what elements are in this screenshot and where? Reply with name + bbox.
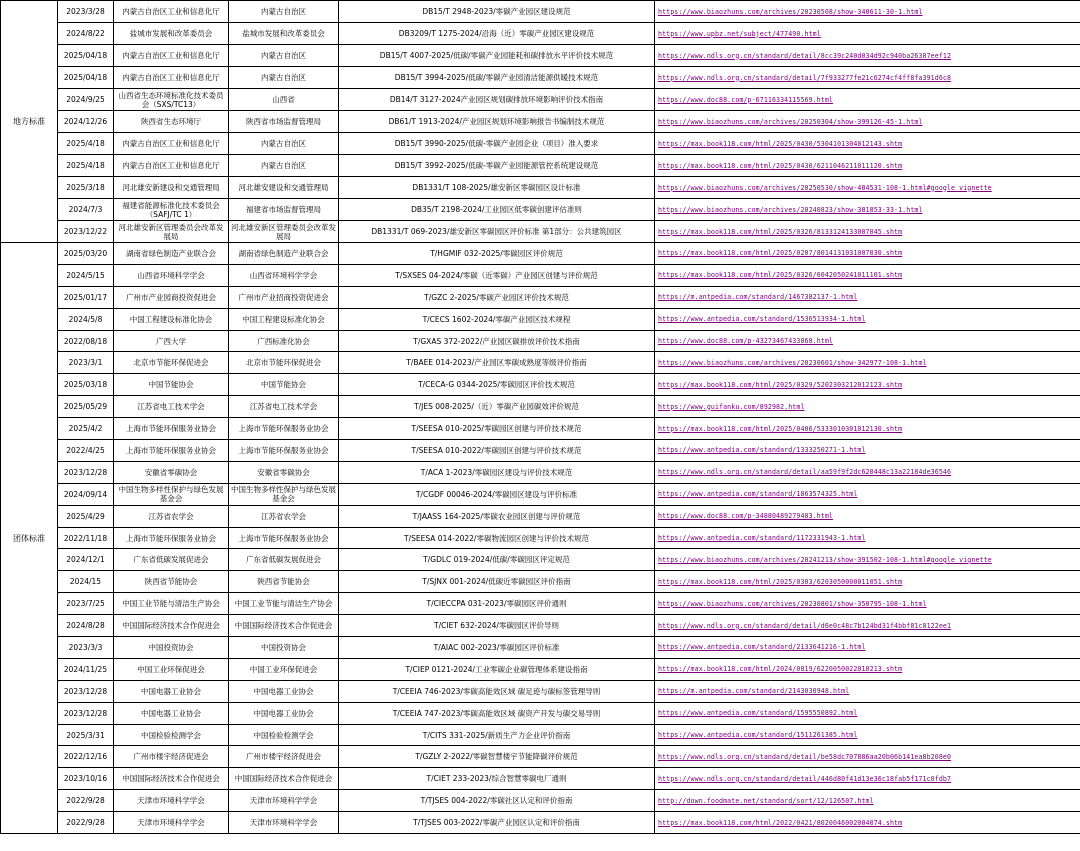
table-row bbox=[1, 768, 1080, 790]
date-cell: 2024/11/25 bbox=[58, 658, 114, 680]
source-link[interactable]: https://max.book118.com/html/2025/0326/6042050241011101.shtm bbox=[658, 271, 903, 280]
table-row bbox=[1, 352, 1080, 374]
date-cell: 2024/5/15 bbox=[58, 264, 114, 286]
standard-name-cell: DB3209/T 1275-2024/沿海（近）零碳产业园区建设规范 bbox=[339, 23, 655, 45]
url-cell bbox=[655, 133, 1080, 155]
url-cell bbox=[655, 790, 1080, 812]
date-cell: 2023/3/28 bbox=[58, 1, 114, 23]
url-cell bbox=[655, 155, 1080, 177]
date-cell: 2025/01/17 bbox=[58, 286, 114, 308]
standard-name-cell: DB14/T 3127-2024产业园区规划碳排放环境影响评价技术指南 bbox=[339, 89, 655, 111]
standard-name-cell: DB15/T 2948-2023/零碳产业园区建设规范 bbox=[339, 1, 655, 23]
standard-name-cell: T/TJSES 004-2022/零碳社区认定和评价指南 bbox=[339, 790, 655, 812]
url-cell bbox=[655, 1, 1080, 23]
standard-name-cell: T/SEESA 014-2022/零碳物流园区创建与评价技术规范 bbox=[339, 527, 655, 549]
drafting-org-cell: 内蒙古自治区工业和信息化厅 bbox=[114, 45, 229, 67]
issuing-dept-cell: 中国工业环保促进会 bbox=[229, 658, 339, 680]
issuing-dept-cell: 陕西省市场监督管理局 bbox=[229, 111, 339, 133]
drafting-org-cell: 山西省环境科学学会 bbox=[114, 264, 229, 286]
drafting-org-cell: 中国生物多样性保护与绿色发展基金会 bbox=[114, 483, 229, 505]
url-cell bbox=[655, 374, 1080, 396]
issuing-dept-cell: 广东省低碳发展促进会 bbox=[229, 549, 339, 571]
issuing-dept-cell: 内蒙古自治区 bbox=[229, 1, 339, 23]
url-cell bbox=[655, 199, 1080, 221]
table-row bbox=[1, 615, 1080, 637]
standard-name-cell: T/SEESA 010-2022/零碳园区创建与评价技术规范 bbox=[339, 440, 655, 462]
url-cell bbox=[655, 243, 1080, 265]
table-row bbox=[1, 308, 1080, 330]
url-cell bbox=[655, 89, 1080, 111]
standard-name-cell: DB15/T 3994-2025/低碳/零碳产业园清洁能源供暖技术规范 bbox=[339, 67, 655, 89]
date-cell: 2022/4/25 bbox=[58, 440, 114, 462]
source-link[interactable]: https://www.ndls.org.cn/standard/detail/7f933277fe21c6274cf4ff8fa391d6c8 bbox=[658, 73, 952, 82]
standard-name-cell: T/CIEP 0121-2024/工业零碳企业碳管理体系建设指南 bbox=[339, 658, 655, 680]
table-row bbox=[1, 702, 1080, 724]
drafting-org-cell: 山西省生态环境标准化技术委员会（SXS/TC13） bbox=[114, 89, 229, 111]
standard-name-cell: T/CEEIA 746-2023/零碳高能效区域 碳足迹与碳标签管理导则 bbox=[339, 680, 655, 702]
standard-name-cell: T/JES 008-2025/（近）零碳产业园碳效评价规范 bbox=[339, 396, 655, 418]
issuing-dept-cell: 中国检验检测学会 bbox=[229, 724, 339, 746]
date-cell: 2024/15 bbox=[58, 571, 114, 593]
date-cell: 2025/4/29 bbox=[58, 505, 114, 527]
standard-name-cell: T/HGMIF 032-2025/零碳园区评价规范 bbox=[339, 243, 655, 265]
drafting-org-cell: 中国工业环保促进会 bbox=[114, 658, 229, 680]
issuing-dept-cell: 天津市环境科学学会 bbox=[229, 790, 339, 812]
drafting-org-cell: 内蒙古自治区工业和信息化厅 bbox=[114, 155, 229, 177]
table-row bbox=[1, 1, 1080, 23]
standard-name-cell: T/CECS 1602-2024/零碳产业园区技术规程 bbox=[339, 308, 655, 330]
date-cell: 2024/8/22 bbox=[58, 23, 114, 45]
date-cell: 2024/09/14 bbox=[58, 483, 114, 505]
table-row bbox=[1, 418, 1080, 440]
issuing-dept-cell: 内蒙古自治区 bbox=[229, 45, 339, 67]
source-link[interactable]: https://www.antpedia.com/standard/1333250271-1.html bbox=[658, 446, 866, 455]
url-cell bbox=[655, 396, 1080, 418]
url-cell bbox=[655, 702, 1080, 724]
date-cell: 2024/12/26 bbox=[58, 111, 114, 133]
source-link[interactable]: https://www.ndls.org.cn/standard/detail/8cc39c240d034d92c940ba26387eef12 bbox=[658, 51, 952, 60]
date-cell: 2025/03/20 bbox=[58, 243, 114, 265]
url-cell bbox=[655, 352, 1080, 374]
date-cell: 2023/12/28 bbox=[58, 461, 114, 483]
table-row bbox=[1, 133, 1080, 155]
table-row bbox=[1, 812, 1080, 834]
standard-name-cell: T/BAEE 014-2023/产业园区零碳成熟度等级评价指南 bbox=[339, 352, 655, 374]
date-cell: 2023/12/28 bbox=[58, 702, 114, 724]
date-cell: 2023/7/25 bbox=[58, 593, 114, 615]
table-row bbox=[1, 637, 1080, 659]
date-cell: 2023/3/3 bbox=[58, 637, 114, 659]
url-cell bbox=[655, 768, 1080, 790]
table-row bbox=[1, 396, 1080, 418]
table-row bbox=[1, 571, 1080, 593]
issuing-dept-cell: 安徽省零碳协会 bbox=[229, 461, 339, 483]
table-row bbox=[1, 286, 1080, 308]
source-link[interactable]: https://max.book118.com/html/2025/0406/5333010301012130.shtm bbox=[658, 424, 903, 433]
standard-name-cell: T/CIECCPA 031-2023/零碳园区评价通则 bbox=[339, 593, 655, 615]
source-link[interactable]: https://www.upbz.net/subject/477490.html bbox=[658, 29, 821, 38]
drafting-org-cell: 中国电器工业协会 bbox=[114, 702, 229, 724]
standard-name-cell: T/SEESA 010-2025/零碳园区创建与评价技术规范 bbox=[339, 418, 655, 440]
date-cell: 2022/9/28 bbox=[58, 790, 114, 812]
table-row bbox=[1, 680, 1080, 702]
standard-name-cell: T/TJSES 003-2022/零碳产业园区认定和评价指南 bbox=[339, 812, 655, 834]
drafting-org-cell: 陕西省生态环境厅 bbox=[114, 111, 229, 133]
source-link[interactable]: https://www.antpedia.com/standard/1863574325.html bbox=[658, 490, 858, 499]
drafting-org-cell: 广州市楼宇经济促进会 bbox=[114, 746, 229, 768]
issuing-dept-cell: 内蒙古自治区 bbox=[229, 67, 339, 89]
standard-name-cell: T/GDLC 019-2024/低碳/零碳园区评定规范 bbox=[339, 549, 655, 571]
standard-name-cell: T/CITS 331-2025/新质生产力企业评价指南 bbox=[339, 724, 655, 746]
drafting-org-cell: 北京市节能环保促进会 bbox=[114, 352, 229, 374]
issuing-dept-cell: 中国国际经济技术合作促进会 bbox=[229, 768, 339, 790]
issuing-dept-cell: 广州市产业招商投资促进会 bbox=[229, 286, 339, 308]
url-cell bbox=[655, 45, 1080, 67]
url-cell bbox=[655, 483, 1080, 505]
source-link[interactable]: https://www.antpedia.com/standard/1172331943-1.html bbox=[658, 534, 866, 543]
standard-name-cell: DB61/T 1913-2024/产业园区规划环境影响报告书编制技术规范 bbox=[339, 111, 655, 133]
source-link[interactable]: https://www.doc88.com/p-43273467433868.html bbox=[658, 337, 833, 345]
drafting-org-cell: 盐城市发展和改革委员会 bbox=[114, 23, 229, 45]
source-link[interactable]: https://www.doc88.com/p-67116334115569.html bbox=[658, 95, 833, 104]
drafting-org-cell: 上海市节能环保服务业协会 bbox=[114, 527, 229, 549]
standard-name-cell: T/JAASS 164-2025/零碳农业园区创建与评价规范 bbox=[339, 505, 655, 527]
url-cell bbox=[655, 746, 1080, 768]
issuing-dept-cell: 福建省市场监督管理局 bbox=[229, 199, 339, 221]
table-row bbox=[1, 724, 1080, 746]
standard-name-cell: T/CECA-G 0344-2025/零碳园区评价技术规范 bbox=[339, 374, 655, 396]
date-cell: 2025/3/31 bbox=[58, 724, 114, 746]
table-row bbox=[1, 746, 1080, 768]
issuing-dept-cell: 中国投资协会 bbox=[229, 637, 339, 659]
standard-name-cell: T/SXSES 04-2024/零碳（近零碳）产业园区创建与评价规范 bbox=[339, 264, 655, 286]
url-cell bbox=[655, 440, 1080, 462]
drafting-org-cell: 河北雄安新区管理委员会改革发展局 bbox=[114, 221, 229, 243]
url-cell bbox=[655, 637, 1080, 659]
standard-name-cell: T/GXAS 372-2022/产业园区碳排放评价技术指南 bbox=[339, 330, 655, 352]
issuing-dept-cell: 中国国际经济技术合作促进会 bbox=[229, 615, 339, 637]
table-row bbox=[1, 221, 1080, 243]
table-row bbox=[1, 527, 1080, 549]
standard-name-cell: T/CIET 233-2023/综合智慧零碳电厂通则 bbox=[339, 768, 655, 790]
issuing-dept-cell: 上海市节能环保服务业协会 bbox=[229, 440, 339, 462]
source-link[interactable]: https://www.biaozhuns.com/archives/20230801/show-350795-108-1.html bbox=[658, 599, 927, 608]
category-cell: 地方标准 bbox=[1, 1, 58, 243]
source-link[interactable]: https://max.book118.com/html/2025/0329/5202303212012123.shtm bbox=[658, 380, 903, 389]
drafting-org-cell: 广西大学 bbox=[114, 330, 229, 352]
issuing-dept-cell: 河北雄安新区管理委员会改革发展局 bbox=[229, 221, 339, 243]
issuing-dept-cell: 山西省环境科学学会 bbox=[229, 264, 339, 286]
source-link[interactable]: https://max.book118.com/html/2025/0430/5304101304012143.shtm bbox=[658, 139, 903, 148]
issuing-dept-cell: 河北雄安建设和交通管理局 bbox=[229, 177, 339, 199]
drafting-org-cell: 中国工业节能与清洁生产协会 bbox=[114, 593, 229, 615]
drafting-org-cell: 上海市节能环保服务业协会 bbox=[114, 418, 229, 440]
date-cell: 2024/5/8 bbox=[58, 308, 114, 330]
drafting-org-cell: 天津市环境科学学会 bbox=[114, 812, 229, 834]
issuing-dept-cell: 上海市节能环保服务业协会 bbox=[229, 527, 339, 549]
table-row bbox=[1, 593, 1080, 615]
issuing-dept-cell: 湖南省绿色制造产业联合会 bbox=[229, 243, 339, 265]
drafting-org-cell: 上海市节能环保服务业协会 bbox=[114, 440, 229, 462]
drafting-org-cell: 中国检验检测学会 bbox=[114, 724, 229, 746]
standard-name-cell: T/GZC 2-2025/零碳产业园区评价技术规范 bbox=[339, 286, 655, 308]
date-cell: 2025/04/18 bbox=[58, 45, 114, 67]
source-link[interactable]: https://www.ndls.org.cn/standard/detail/d6e0c48c7b124bd31f4bbf81c8122ee1 bbox=[658, 621, 952, 630]
date-cell: 2022/11/18 bbox=[58, 527, 114, 549]
source-link[interactable]: https://www.doc88.com/p-34880489279483.html bbox=[658, 512, 833, 521]
source-link[interactable]: https://max.book118.com/html/2025/0303/6203050000011051.shtm bbox=[658, 577, 903, 586]
source-link[interactable]: https://www.biaozhuns.com/archives/20250304/show-399126-45-1.html bbox=[658, 117, 923, 126]
url-cell bbox=[655, 111, 1080, 133]
issuing-dept-cell: 广州市楼宇经济促进会 bbox=[229, 746, 339, 768]
url-cell bbox=[655, 658, 1080, 680]
issuing-dept-cell: 中国工业节能与清洁生产协会 bbox=[229, 593, 339, 615]
issuing-dept-cell: 内蒙古自治区 bbox=[229, 155, 339, 177]
table-row bbox=[1, 155, 1080, 177]
source-link[interactable]: https://www.biaozhuns.com/archives/20250530/show-404531-108-1.html#google_vignette bbox=[658, 183, 992, 192]
drafting-org-cell: 广州市产业园商投资促进会 bbox=[114, 286, 229, 308]
url-cell bbox=[655, 264, 1080, 286]
drafting-org-cell: 广东省低碳发展促进会 bbox=[114, 549, 229, 571]
source-link[interactable]: https://www.antpedia.com/standard/1595550892.html bbox=[658, 709, 858, 718]
source-link[interactable]: https://www.guifanku.com/892982.html bbox=[658, 402, 805, 411]
source-link[interactable]: https://m.antpedia.com/standard/2143030948.html bbox=[658, 687, 850, 696]
issuing-dept-cell: 中国节能协会 bbox=[229, 374, 339, 396]
url-cell bbox=[655, 177, 1080, 199]
url-cell bbox=[655, 505, 1080, 527]
table-row bbox=[1, 89, 1080, 111]
date-cell: 2025/4/2 bbox=[58, 418, 114, 440]
standards-table-body bbox=[1, 1, 1080, 834]
drafting-org-cell: 中国节能协会 bbox=[114, 374, 229, 396]
source-link[interactable]: https://www.antpedia.com/standard/1511261385.html bbox=[658, 731, 858, 740]
standard-name-cell: DB1331/T 108-2025/雄安新区零碳园区设计标准 bbox=[339, 177, 655, 199]
url-cell bbox=[655, 724, 1080, 746]
standard-name-cell: T/AIAC 002-2023/零碳园区评价标准 bbox=[339, 637, 655, 659]
date-cell: 2025/4/18 bbox=[58, 155, 114, 177]
issuing-dept-cell: 中国生物多样性保护与绿色发展基金会 bbox=[229, 483, 339, 505]
drafting-org-cell: 中国电器工业协会 bbox=[114, 680, 229, 702]
date-cell: 2024/8/28 bbox=[58, 615, 114, 637]
issuing-dept-cell: 内蒙古自治区 bbox=[229, 133, 339, 155]
standard-name-cell: T/CIET 632-2024/零碳园区评价导则 bbox=[339, 615, 655, 637]
source-link[interactable]: https://www.biaozhuns.com/archives/20230601/show-342977-108-1.html bbox=[658, 358, 927, 367]
date-cell: 2023/10/16 bbox=[58, 768, 114, 790]
issuing-dept-cell: 中国电器工业协会 bbox=[229, 680, 339, 702]
url-cell bbox=[655, 680, 1080, 702]
date-cell: 2022/12/16 bbox=[58, 746, 114, 768]
date-cell: 2025/03/18 bbox=[58, 374, 114, 396]
table-row bbox=[1, 461, 1080, 483]
issuing-dept-cell: 北京市节能环保促进会 bbox=[229, 352, 339, 374]
source-link[interactable]: https://max.book118.com/html/2025/0430/6211046211011120.shtm bbox=[658, 161, 903, 170]
url-cell bbox=[655, 615, 1080, 637]
url-cell bbox=[655, 527, 1080, 549]
source-link[interactable]: https://max.book118.com/html/2025/0326/8133124133007045.shtm bbox=[658, 227, 903, 236]
url-cell bbox=[655, 308, 1080, 330]
issuing-dept-cell: 上海市节能环保服务业协会 bbox=[229, 418, 339, 440]
url-cell bbox=[655, 221, 1080, 243]
url-cell bbox=[655, 23, 1080, 45]
table-row bbox=[1, 45, 1080, 67]
drafting-org-cell: 内蒙古自治区工业和信息化厅 bbox=[114, 1, 229, 23]
date-cell: 2025/4/18 bbox=[58, 133, 114, 155]
issuing-dept-cell: 中国工程建设标准化协会 bbox=[229, 308, 339, 330]
url-cell bbox=[655, 330, 1080, 352]
date-cell: 2023/3/1 bbox=[58, 352, 114, 374]
drafting-org-cell: 中国国际经济技术合作促进会 bbox=[114, 615, 229, 637]
standard-name-cell: T/SJNX 001-2024/低碳近零碳园区评价指南 bbox=[339, 571, 655, 593]
date-cell: 2022/9/28 bbox=[58, 812, 114, 834]
source-link[interactable]: https://www.biaozhuns.com/archives/20230508/show-340611-30-1.html bbox=[658, 7, 923, 16]
table-row bbox=[1, 243, 1080, 265]
table-row bbox=[1, 264, 1080, 286]
table-row bbox=[1, 330, 1080, 352]
date-cell: 2025/05/29 bbox=[58, 396, 114, 418]
table-row bbox=[1, 111, 1080, 133]
table-row bbox=[1, 549, 1080, 571]
drafting-org-cell: 内蒙古自治区工业和信息化厅 bbox=[114, 67, 229, 89]
drafting-org-cell: 河北雄安新建设和交通管理局 bbox=[114, 177, 229, 199]
standard-name-cell: DB15/T 3990-2025/低碳-零碳产业园企业（项目）准入要求 bbox=[339, 133, 655, 155]
url-cell bbox=[655, 461, 1080, 483]
drafting-org-cell: 安徽省零碳协会 bbox=[114, 461, 229, 483]
standard-name-cell: T/ACA 1-2023/零碳园区建设与评价技术规范 bbox=[339, 461, 655, 483]
table-row bbox=[1, 23, 1080, 45]
table-row bbox=[1, 177, 1080, 199]
table-row bbox=[1, 199, 1080, 221]
url-cell bbox=[655, 286, 1080, 308]
standard-name-cell: T/CGDF 00046-2024/零碳园区建设与评价标准 bbox=[339, 483, 655, 505]
url-cell bbox=[655, 418, 1080, 440]
source-link[interactable]: http://down.foodmate.net/standard/sort/12/126507.html bbox=[658, 796, 874, 805]
standard-name-cell: T/GZLY 2-2022/零碳智慧楼宇节能降碳评价规范 bbox=[339, 746, 655, 768]
table-row bbox=[1, 67, 1080, 89]
url-cell bbox=[655, 549, 1080, 571]
issuing-dept-cell: 江苏省农学会 bbox=[229, 505, 339, 527]
issuing-dept-cell: 山西省 bbox=[229, 89, 339, 111]
source-link[interactable]: https://www.ndls.org.cn/standard/detail/aa59f9f2dc620448c13a22184de36546 bbox=[658, 468, 952, 477]
table-row bbox=[1, 790, 1080, 812]
standard-name-cell: DB35/T 2198-2024/工业园区低零碳创建评估准则 bbox=[339, 199, 655, 221]
source-link[interactable]: https://max.book118.com/html/2025/0207/8014131031007030.shtm bbox=[658, 249, 903, 258]
url-cell bbox=[655, 812, 1080, 834]
standard-name-cell: T/CEEIA 747-2023/零碳高能效区域 碳资产开发与碳交易导则 bbox=[339, 702, 655, 724]
drafting-org-cell: 陕西省节能协会 bbox=[114, 571, 229, 593]
date-cell: 2025/04/18 bbox=[58, 67, 114, 89]
source-link[interactable]: https://www.biaozhuns.com/archives/20240823/show-381853-33-1.html bbox=[658, 205, 923, 214]
issuing-dept-cell: 陕西省节能协会 bbox=[229, 571, 339, 593]
standard-name-cell: DB15/T 4007-2025/低碳/零碳产业园能耗和碳排放水平评价技术规范 bbox=[339, 45, 655, 67]
drafting-org-cell: 中国国际经济技术合作促进会 bbox=[114, 768, 229, 790]
url-cell bbox=[655, 67, 1080, 89]
issuing-dept-cell: 江苏省电工技术学会 bbox=[229, 396, 339, 418]
date-cell: 2022/08/18 bbox=[58, 330, 114, 352]
date-cell: 2023/12/22 bbox=[58, 221, 114, 243]
standard-name-cell: DB15/T 3992-2025/低碳-零碳产业园能源管控系统建设规范 bbox=[339, 155, 655, 177]
standard-name-cell: DB1331/T 069-2023/雄安新区零碳园区评价标准 第1部分：公共建筑园区 bbox=[339, 221, 655, 243]
table-row bbox=[1, 483, 1080, 505]
issuing-dept-cell: 广西标准化协会 bbox=[229, 330, 339, 352]
source-link[interactable]: https://www.antpedia.com/standard/1536513934-1.html bbox=[658, 315, 866, 324]
url-cell bbox=[655, 593, 1080, 615]
issuing-dept-cell: 中国电器工业协会 bbox=[229, 702, 339, 724]
issuing-dept-cell: 盐城市发展和改革委员会 bbox=[229, 23, 339, 45]
table-row bbox=[1, 658, 1080, 680]
source-link[interactable]: https://m.antpedia.com/standard/1467382137-1.html bbox=[658, 293, 858, 302]
drafting-org-cell: 江苏省电工技术学会 bbox=[114, 396, 229, 418]
source-link[interactable]: https://max.book118.com/html/2022/0421/8020046002004074.shtm bbox=[658, 818, 903, 827]
date-cell: 2024/9/25 bbox=[58, 89, 114, 111]
source-link[interactable]: https://www.biaozhuns.com/archives/20241213/show-391502-108-1.html#google_vignette bbox=[658, 555, 992, 564]
issuing-dept-cell: 天津市环境科学学会 bbox=[229, 812, 339, 834]
table-row bbox=[1, 440, 1080, 462]
source-link[interactable]: https://www.ndls.org.cn/standard/detail/446d80f41d13e36c18fab5f171c0fdb7 bbox=[658, 774, 952, 783]
url-cell bbox=[655, 571, 1080, 593]
date-cell: 2023/12/28 bbox=[58, 680, 114, 702]
drafting-org-cell: 江苏省农学会 bbox=[114, 505, 229, 527]
drafting-org-cell: 中国工程建设标准化协会 bbox=[114, 308, 229, 330]
source-link[interactable]: https://www.ndls.org.cn/standard/detail/be58dc707886aa20b06b141ea8b208e0 bbox=[658, 752, 952, 761]
drafting-org-cell: 天津市环境科学学会 bbox=[114, 790, 229, 812]
drafting-org-cell: 福建省能源标准化技术委员会（SAFJ/TC 1） bbox=[114, 199, 229, 221]
table-row bbox=[1, 374, 1080, 396]
drafting-org-cell: 中国投资协会 bbox=[114, 637, 229, 659]
source-link[interactable]: https://www.antpedia.com/standard/2133641216-1.html bbox=[658, 643, 866, 652]
table-row bbox=[1, 505, 1080, 527]
drafting-org-cell: 湖南省绿色制造产业联合会 bbox=[114, 243, 229, 265]
category-cell: 团体标准 bbox=[1, 243, 58, 834]
date-cell: 2024/7/3 bbox=[58, 199, 114, 221]
date-cell: 2025/3/18 bbox=[58, 177, 114, 199]
date-cell: 2024/12/1 bbox=[58, 549, 114, 571]
drafting-org-cell: 内蒙古自治区工业和信息化厅 bbox=[114, 133, 229, 155]
source-link[interactable]: https://max.book118.com/html/2024/0819/6220050022010213.shtm bbox=[658, 665, 903, 674]
